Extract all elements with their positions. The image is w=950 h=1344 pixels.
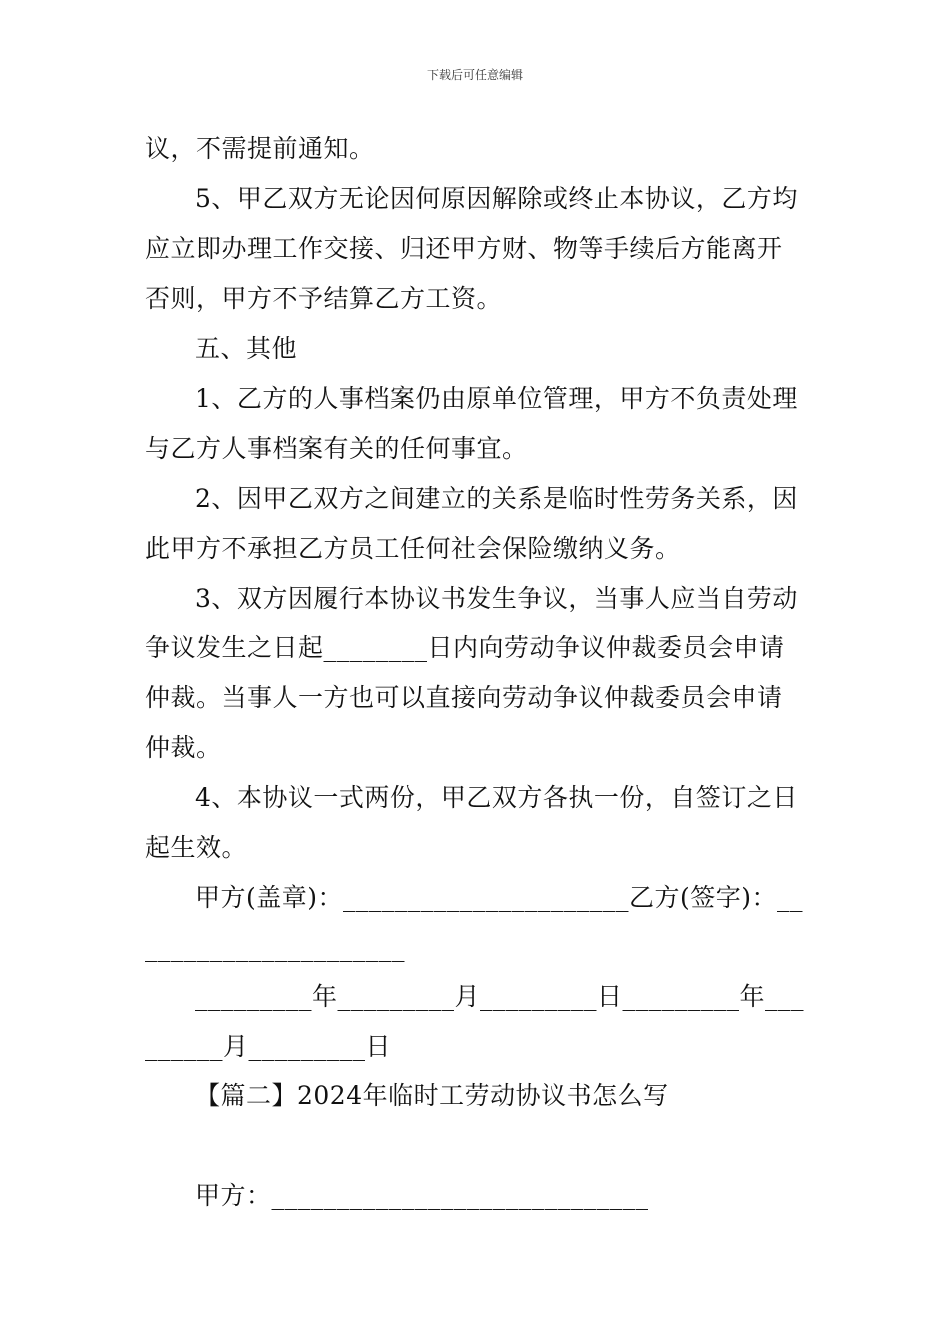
page-header: 下载后可任意编辑 (426, 68, 523, 82)
date-line: _________年_________月_________日_________年___ (195, 982, 805, 1011)
text-line: 4、本协议一式两份，甲乙双方各执一份，自签订之日 (195, 783, 798, 812)
text-line: 起生效。 (145, 833, 248, 862)
text-line: 5、甲乙双方无论因何原因解除或终止本协议，乙方均 (195, 184, 798, 213)
text-line: 议，不需提前通知。 (145, 134, 375, 163)
section-heading: 五、其他 (195, 334, 298, 363)
text-line: 与乙方人事档案有关的任何事宜。 (145, 434, 528, 463)
section-title: 【篇二】2024年临时工劳动协议书怎么写 (195, 1081, 669, 1110)
text-line: 2、因甲乙双方之间建立的关系是临时性劳务关系，因 (195, 484, 798, 513)
text-line: 3、双方因履行本协议书发生争议，当事人应当自劳动 (195, 584, 798, 613)
text-line: 仲裁。 (145, 733, 222, 762)
text-line: 1、乙方的人事档案仍由原单位管理，甲方不负责处理 (195, 384, 798, 413)
text-line: 此甲方不承担乙方员工任何社会保险缴纳义务。 (145, 534, 681, 563)
date-line: ______月_________日 (145, 1032, 392, 1061)
text-line: 仲裁。当事人一方也可以直接向劳动争议仲裁委员会申请 (145, 683, 783, 712)
party-a-line: 甲方：_____________________________ (195, 1181, 649, 1210)
text-line: 争议发生之日起________日内向劳动争议仲裁委员会申请 (145, 633, 785, 662)
signature-line: ____________________ (145, 933, 405, 962)
text-line: 应立即办理工作交接、归还甲方财、物等手续后方能离开 (145, 234, 783, 263)
text-line: 否则，甲方不予结算乙方工资。 (145, 284, 503, 313)
signature-line: 甲方(盖章)：______________________乙方(签字)：__ (195, 883, 804, 912)
